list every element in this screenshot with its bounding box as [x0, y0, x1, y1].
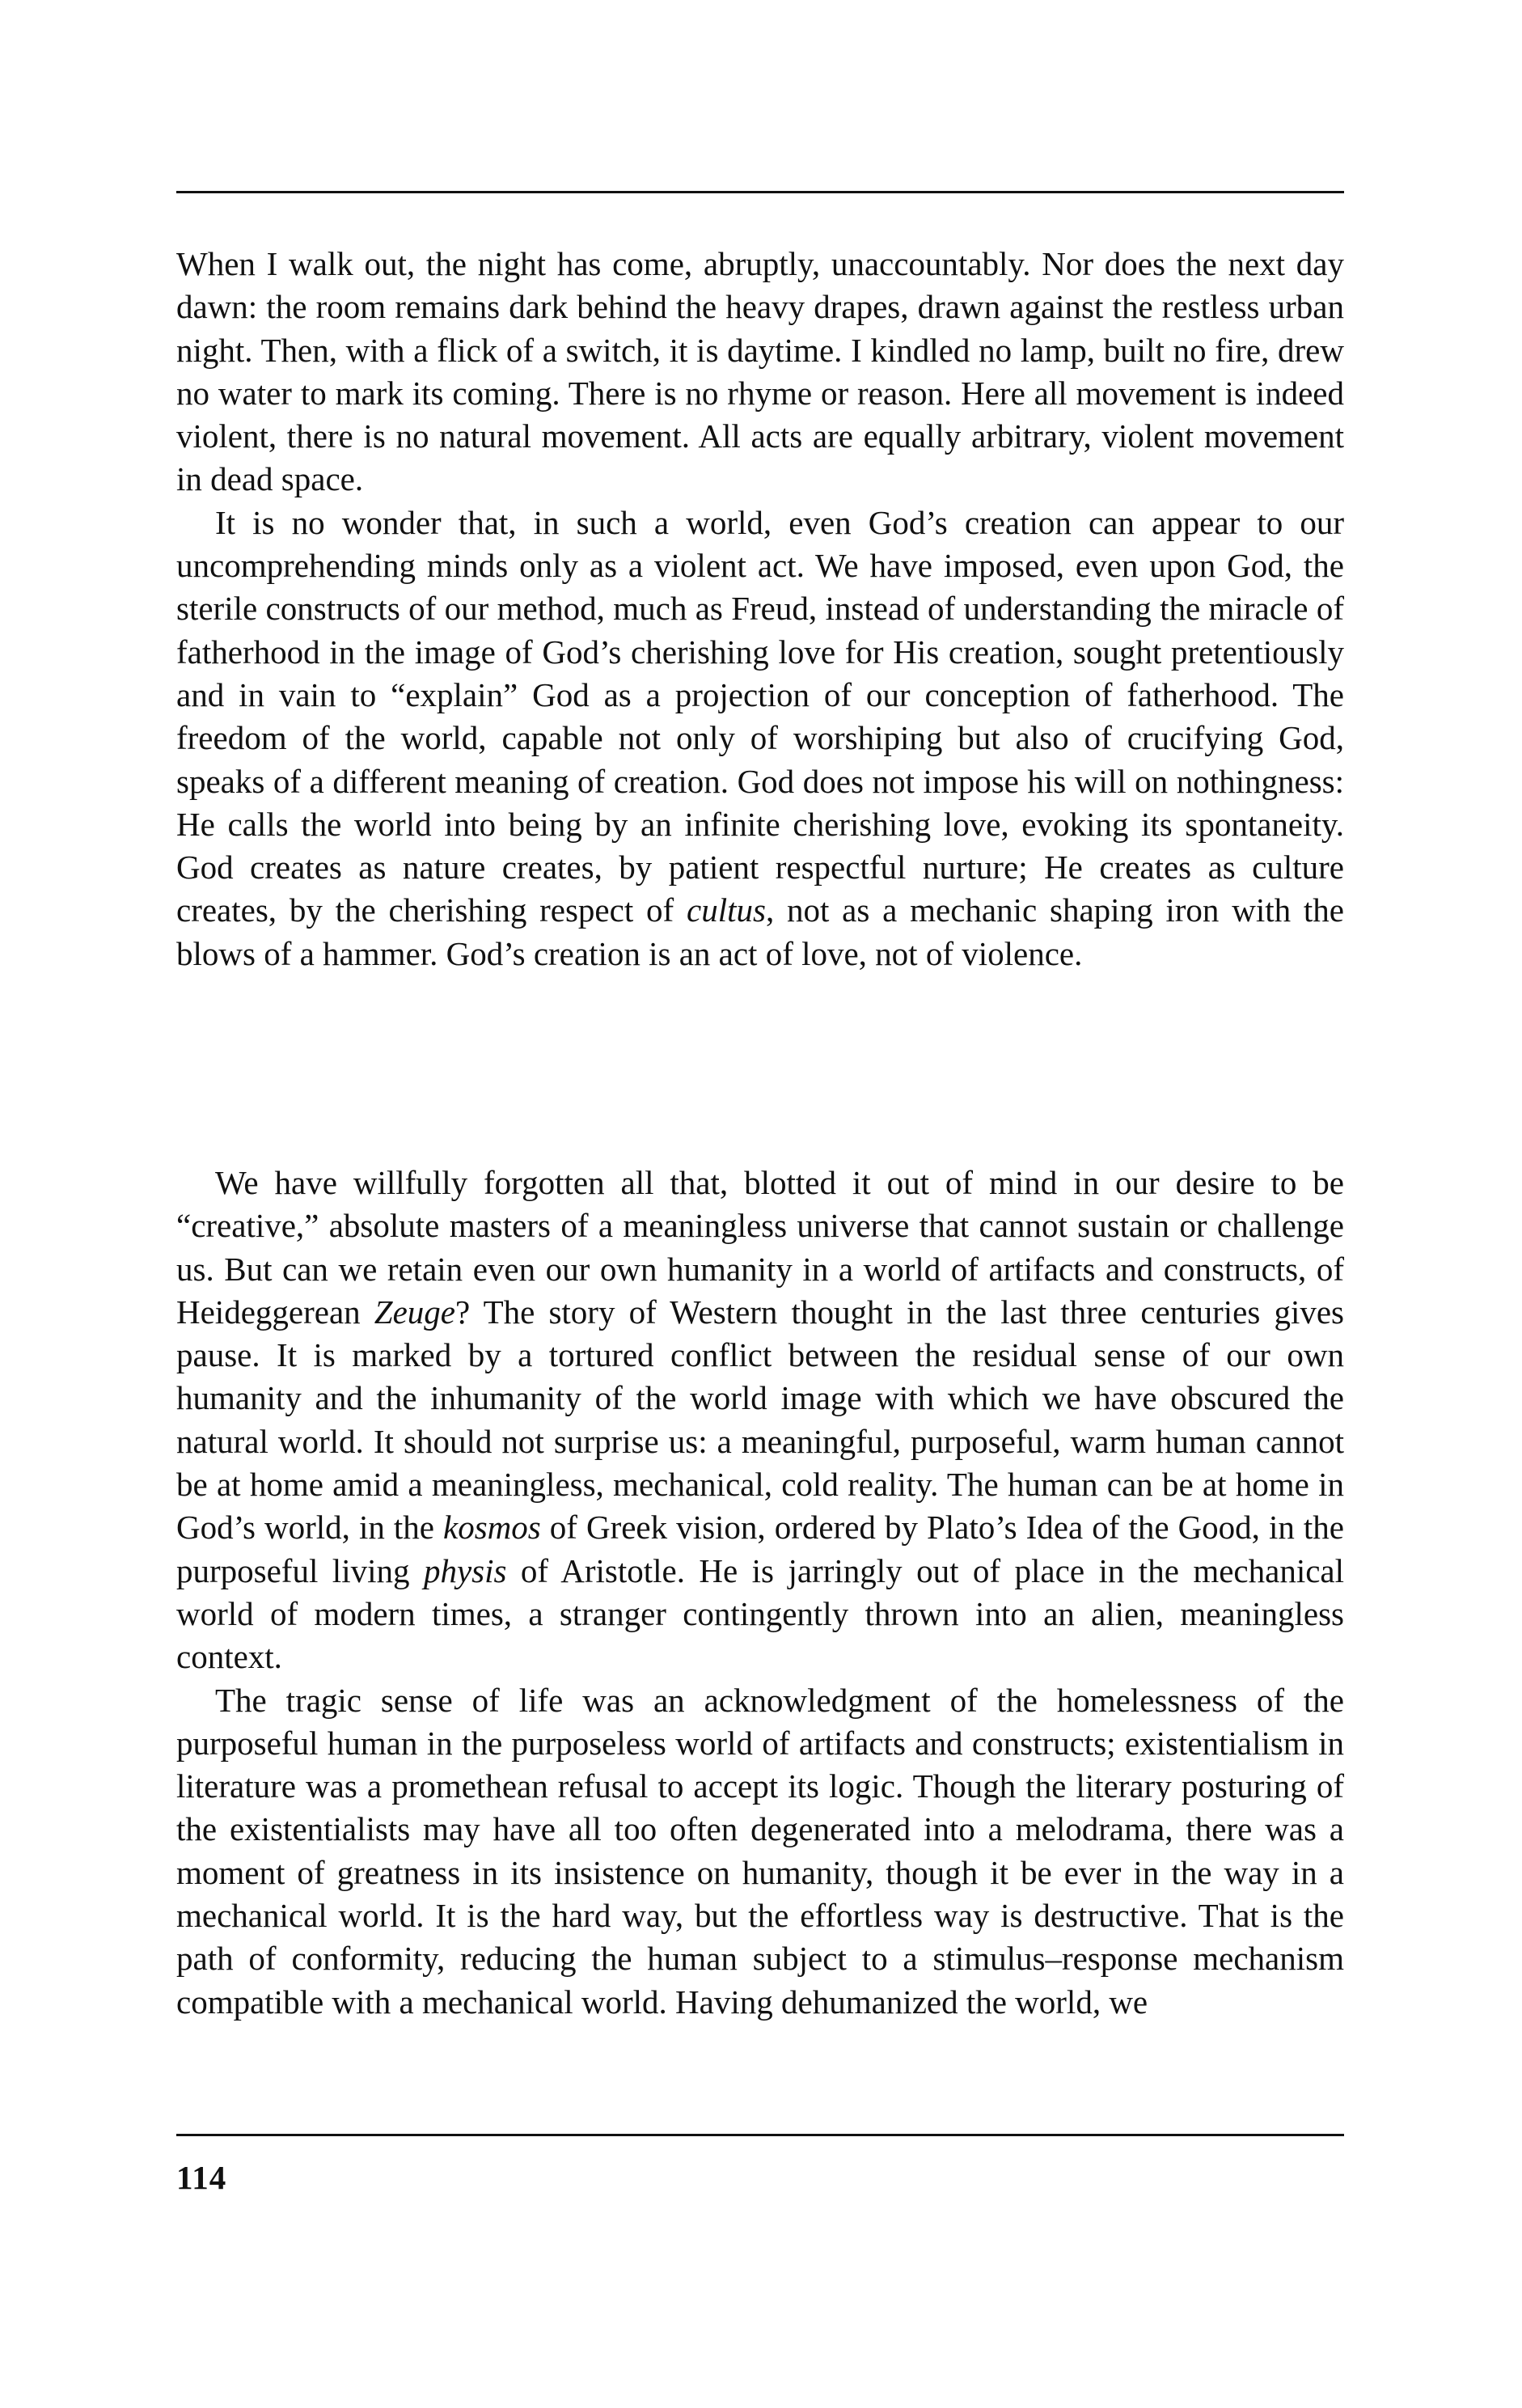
text-run: It is no wonder that, in such a world, even God’s creation can appear to our uncomprehending minds only as a violent act. We have imposed, even upon God, the sterile constructs of our method, much as Freud, instead of understanding the miracle of fatherhood in the image of God’s cherishing love for His creation, sought pretentiously and in vain to “explain” God as a projection of our conception of fatherhood. The freedom of the world, capable not only of worshiping but also of crucifying God, speaks of a different meaning of creation. God does not impose his will on nothingness: He calls the world into being by an infinite cherishing love, evoking its spontaneity. God creates as nature creates, by patient respectful nurture; He creates as culture creates, by the cherishing respect of — [176, 503, 1344, 929]
italic-term: physis — [423, 1551, 507, 1589]
italic-term: cultus — [687, 891, 766, 929]
paragraph — [176, 1162, 1344, 1679]
paragraph — [176, 1679, 1344, 2024]
paragraph — [176, 243, 1344, 501]
text-run: of Greek vision, ordered by Plato’s Idea of the Good, in the purposeful living — [176, 1509, 1344, 1589]
text-block-lower — [176, 1162, 1344, 2024]
text-run: of Aristotle. He is jarringly out of place in the mechanical world of modern times, a stranger contingently thrown into an alien, meaningless context. — [176, 1551, 1345, 1676]
text-run: The tragic sense of life was an acknowledgment of the homelessness of the purposeful human in the purposeless world of artifacts and constructs; existentialism in literature was a promethean refusal to accept its logic. Though the literary posturing of the existentialists may have all too often degenerated into a melodrama, there was a moment of greatness in its insistence on humanity, though it be ever in the way in a mechanical world. It is the hard way, but the effortless way is destructive. That is the path of conformity, reducing the human subject to a stimulus–response mechanism compatible with a mechanical world. Having dehumanized the world, we — [176, 1681, 1344, 2021]
bottom-rule — [176, 2134, 1344, 2136]
page-number: 114 — [176, 2159, 227, 2196]
text-run: , not as a mechanic shaping iron with the blows of a hammer. God’s creation is an act of love, not of violence. — [176, 891, 1345, 972]
text-run: When I walk out, the night has come, abruptly, unaccountably. Nor does the next day dawn: the room remains dark behind the heavy drapes, drawn against the restless urban night. Then, with a flick of a switch, it is daytime. I kindled no lamp, built no fire, drew no water to mark its coming. There is no rhyme or reason. Here all movement is indeed violent, there is no natural movement. All acts are equally arbitrary, violent movement in dead space. — [176, 245, 1344, 498]
text-run: ? The story of Western thought in the last three centuries gives pause. It is marked by a tortured conflict between the residual sense of our own humanity and the inhumanity of the world image with which we have obscured the natural world. It should not surprise us: a meaningful, purposeful, warm human cannot be at home amid a meaningless, mechanical, cold reality. The human can be at home in God’s world, in the — [176, 1293, 1344, 1547]
italic-term: kosmos — [443, 1509, 541, 1547]
italic-term: Zeuge — [374, 1293, 455, 1331]
top-rule — [176, 191, 1344, 193]
text-run: We have willfully forgotten all that, blotted it out of mind in our desire to be “creative,” absolute masters of a meaningless universe that cannot sustain or challenge us. But can we retain even our own humanity in a world of artifacts and constructs, of Heideggerean — [176, 1164, 1344, 1331]
paragraph — [176, 501, 1344, 975]
text-block-upper — [176, 243, 1344, 975]
